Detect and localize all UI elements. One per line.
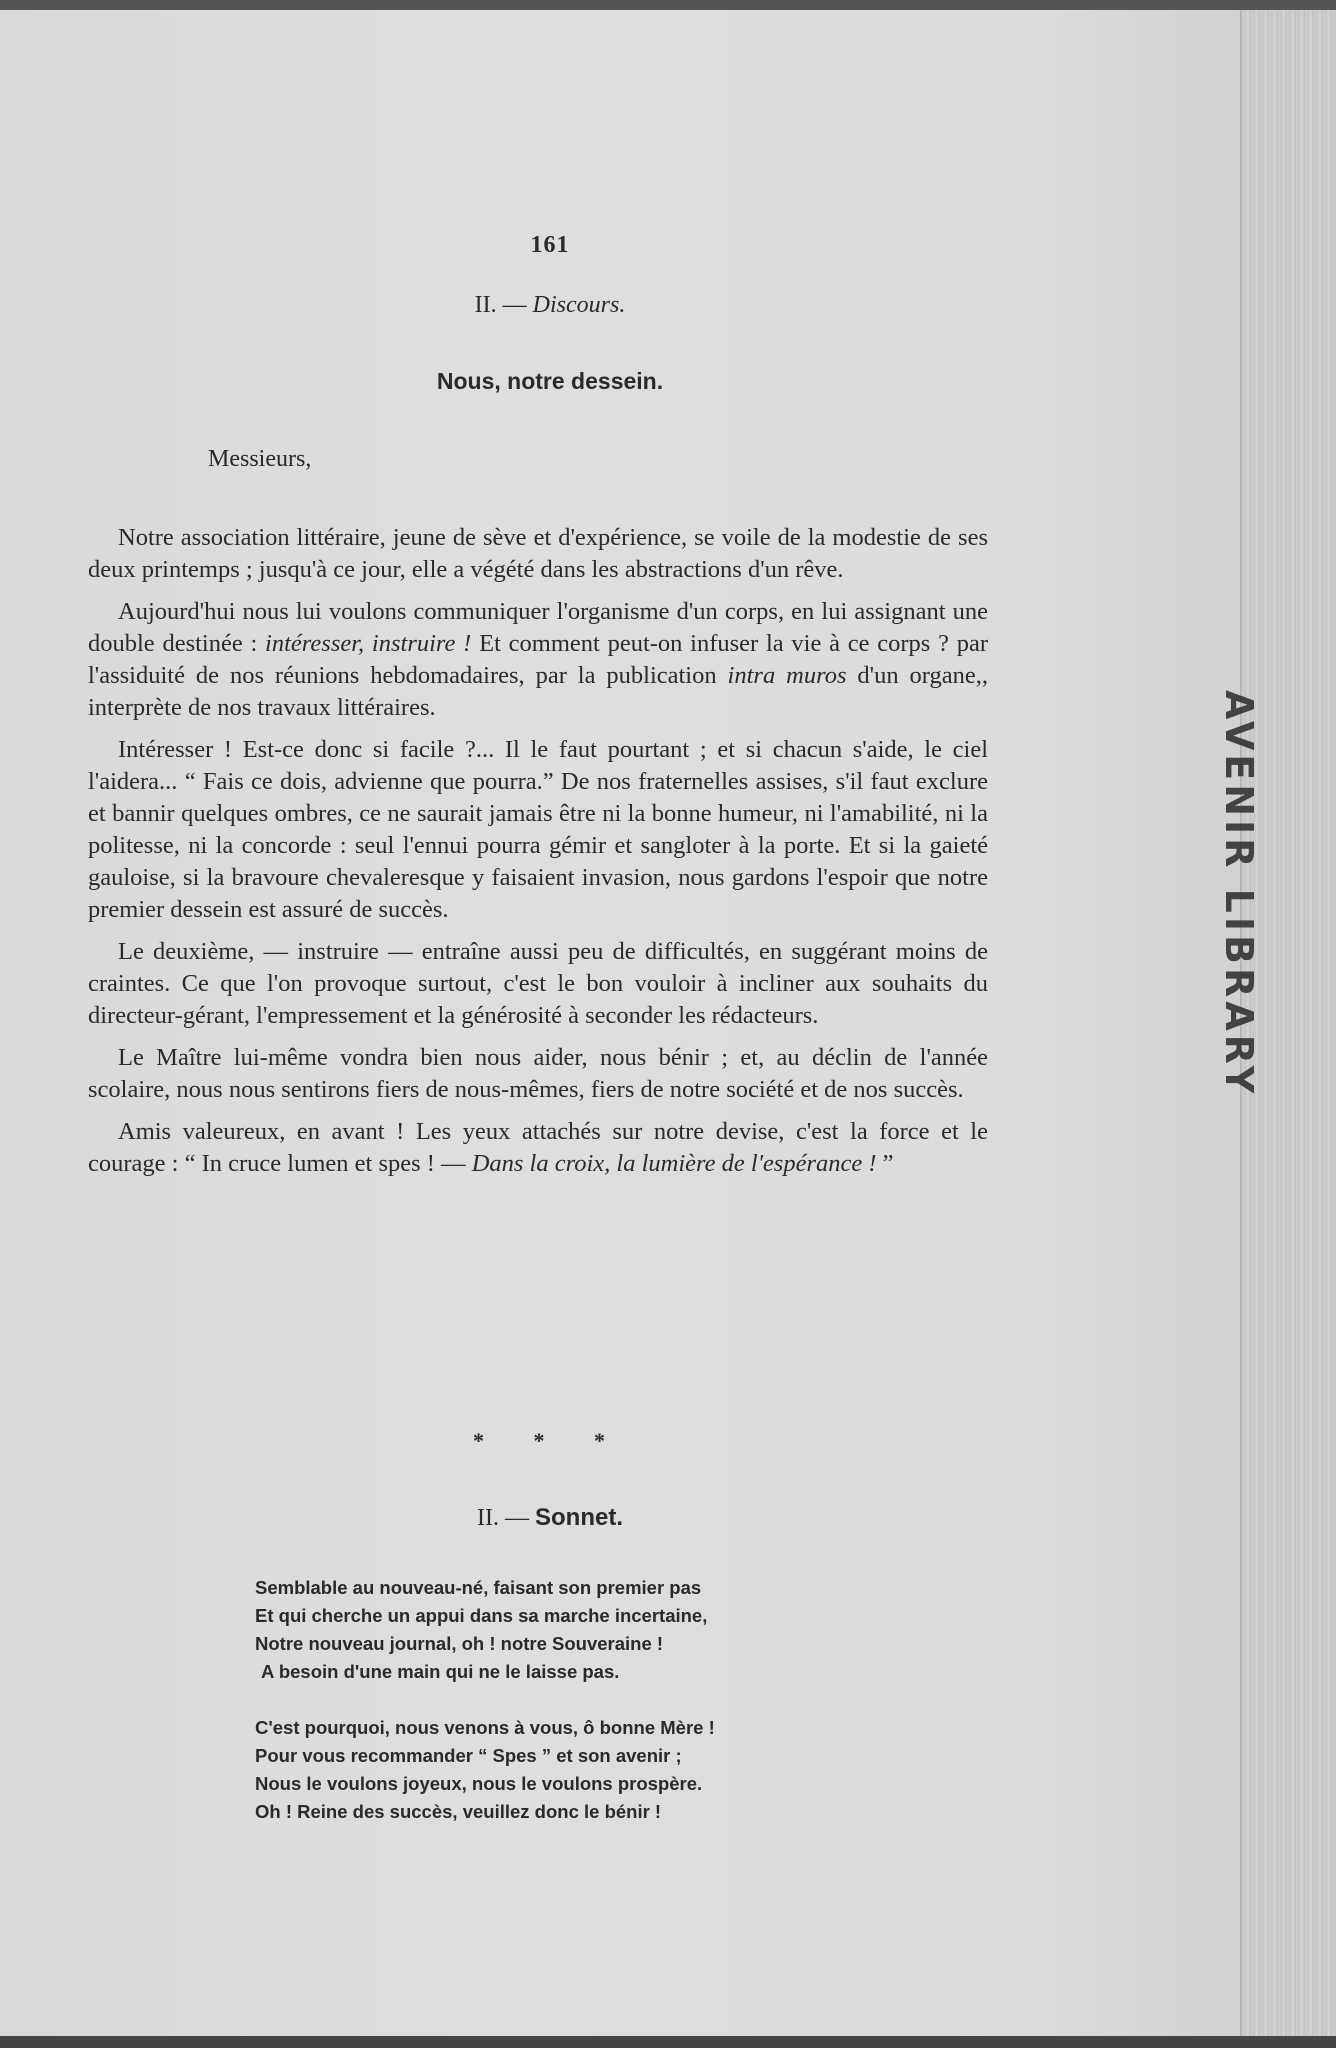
library-stamp: AVENIR LIBRARY: [1217, 690, 1261, 1098]
discours-paragraph: [88, 1116, 988, 1180]
text-run: Intéresser ! Est-ce donc si facile ?... Il le faut pourtant ; et si chacun s'aide, le ciel l'aidera... “ Fais ce dois, advienne que pourra.” De nos fraternelles assises, s'il faut exclure et bannir quelques ombres, ce ne saurait jamais être ni la bonne humeur, ni l'amabilité, ni la politesse, ni la concorde : seul l'ennui pourra gémir et sangloter à la porte. Et si la gaieté gauloise, si la bravoure chevaleresque y faisaient invasion, nous gardons l'espoir que notre premier dessein est assuré de succès.: [88, 736, 988, 923]
section-separator: * * *: [473, 1428, 627, 1453]
sonnet-line: A besoin d'une main qui ne le laisse pas.: [261, 1661, 620, 1682]
section-heading-label: Discours.: [532, 292, 626, 318]
discours-paragraph: [88, 1042, 988, 1106]
sonnet-poem: [255, 1574, 855, 1854]
page-number: 161: [530, 232, 570, 258]
sonnet-line: Pour vous recommander “ Spes ” et son avenir ;: [255, 1745, 682, 1766]
italic-run: Dans la croix, la lumière de l'espérance !: [471, 1150, 877, 1177]
text-run: d'un organe,, interprète de nos travaux littéraires.: [88, 662, 988, 721]
sonnet-stanza: [255, 1714, 855, 1826]
discours-paragraph: [88, 936, 988, 1032]
section-heading-prefix: II. —: [474, 292, 527, 318]
sonnet-line: Semblable au nouveau-né, faisant son premier pas: [255, 1577, 702, 1598]
italic-run: intéresser, instruire !: [265, 630, 472, 657]
sonnet-heading-label: Sonnet.: [534, 1504, 623, 1531]
section-heading-discours: [0, 292, 1100, 319]
section-heading-sonnet: [0, 1504, 1100, 1532]
text-run: Et comment peut-on infuser la vie à ce corps ? par l'assiduité de nos réunions hebdomadaires, par la publication: [88, 630, 988, 689]
salutation: Messieurs,: [208, 446, 312, 472]
scan-bottom-border: [0, 2036, 1336, 2048]
sonnet-heading-prefix: II. —: [477, 1505, 529, 1531]
sonnet-line: Et qui cherche un appui dans sa marche incertaine,: [255, 1605, 708, 1626]
text-run: ”: [876, 1150, 894, 1177]
text-run: Le Maître lui-même vondra bien nous aider, nous bénir ; et, au déclin de l'année scolaire, nous nous sentirons fiers de nous-mêmes, fiers de notre société et de nos succès.: [88, 1044, 988, 1103]
text-run: Amis valeureux, en avant ! Les yeux attachés sur notre devise, c'est la force et le courage : “ In cruce lumen et spes ! —: [88, 1118, 988, 1177]
italic-run: intra muros: [727, 662, 847, 689]
sonnet-line: Nous le voulons joyeux, nous le voulons prospère.: [255, 1773, 703, 1794]
sonnet-line: Oh ! Reine des succès, veuillez donc le bénir !: [255, 1801, 662, 1822]
sonnet-line: Notre nouveau journal, oh ! notre Souveraine !: [255, 1633, 664, 1654]
text-run: Notre association littéraire, jeune de sève et d'expérience, se voile de la modestie de ses deux printemps ; jusqu'à ce jour, elle a végété dans les abstractions d'un rêve.: [88, 524, 988, 583]
text-run: Aujourd'hui nous lui voulons communiquer l'organisme d'un corps, en lui assignant une double destinée :: [88, 598, 988, 657]
scan-top-border: [0, 0, 1336, 10]
sonnet-line: C'est pourquoi, nous venons à vous, ô bonne Mère !: [255, 1717, 715, 1738]
text-run: Le deuxième, — instruire — entraîne aussi peu de difficultés, en suggérant moins de craintes. Ce que l'on provoque surtout, c'est le bon vouloir à incliner aux souhaits du directeur-gérant, l'empressement et la générosité à seconder les rédacteurs.: [88, 938, 988, 1029]
discours-paragraph: [88, 596, 988, 724]
sonnet-stanza: [255, 1574, 855, 1686]
discours-paragraph: [88, 734, 988, 926]
discours-title: Nous, notre dessein.: [436, 368, 664, 394]
discours-body: [88, 522, 988, 1190]
discours-paragraph: [88, 522, 988, 586]
